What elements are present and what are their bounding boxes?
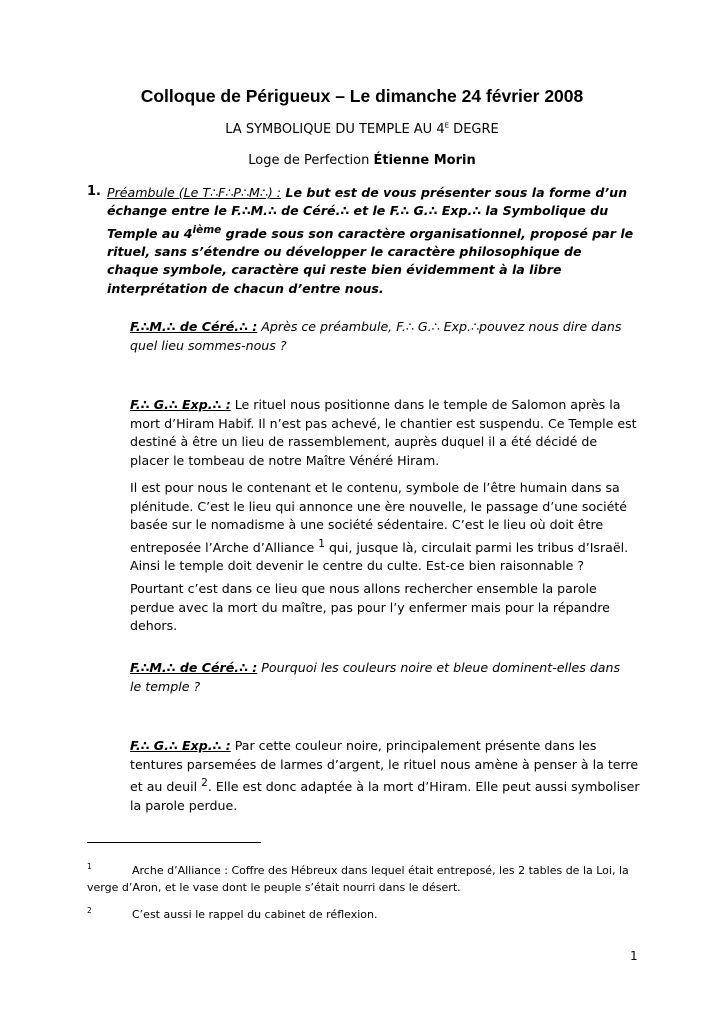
loge-name: Étienne Morin bbox=[373, 153, 476, 168]
footnote-2: 2 C’est aussi le rappel du cabinet de réflexion. bbox=[87, 906, 647, 923]
footnote-mark: 2 bbox=[87, 906, 92, 915]
footnote-1: 1 Arche d’Alliance : Coffre des Hébreux dans lequel était entreposé, les 2 tables de la Loi, la verge d’Aron, et le vase dont le peuple s’était nourri dans le désert. bbox=[87, 862, 647, 896]
question-1: F.∴M.∴ de Céré.∴ : Après ce préambule, F.∴ G.∴ Exp.∴pouvez nous dire dans quel lieu sommes-nous ? bbox=[130, 319, 622, 353]
preamble-number: 1. bbox=[87, 184, 101, 199]
answer-1-paragraph-1: F.∴ G.∴ Exp.∴ : Le rituel nous positionne dans le temple de Salomon après la mort d’Hiram Habif. Il n’est pas achevé, le chantier est suspendu. Ce Temple est destiné à être un lieu de rassemblement, auprès duquel il a été décidé de placer le tombeau de notre Maître Vénéré Hiram. bbox=[130, 397, 637, 468]
speaker-label: F.∴ G.∴ Exp.∴ : bbox=[130, 738, 231, 753]
speaker-label: F.∴M.∴ de Céré.∴ : bbox=[130, 319, 258, 334]
answer-1-paragraph-2: Il est pour nous le contenant et le contenu, symbole de l’être humain dans sa plénitude. C’est le lieu qui annonce une ère nouvelle, le passage d’une société basée sur le nomadisme à une société sédentaire. C’est le lieu où doit être entreposée l’Arche d’Alliance $^1$ qui, jusque là, circulait parmi les tribus d’Israël. Ainsi le temple doit devenir le centre du culte. Est-ce bien raisonnable ? bbox=[130, 480, 629, 574]
preamble-label: Préambule (Le T∴F∴P∴M∴) : bbox=[107, 185, 282, 200]
footnote-separator bbox=[87, 842, 261, 843]
speaker-label: F.∴ G.∴ Exp.∴ : bbox=[130, 397, 231, 412]
answer-2-paragraph-1: F.∴ G.∴ Exp.∴ : Par cette couleur noire, principalement présente dans les tentures parsemées de larmes d’argent, le rituel nous amène à penser à la terre et au deuil $^2$. Elle est donc adaptée à la mort d’Hiram. Elle peut aussi symboliser la parole perdue. bbox=[130, 738, 640, 813]
answer-1-paragraph-3: Pourtant c’est dans ce lieu que nous allons rechercher ensemble la parole perdue avec la mort du maître, pas pour l’y enfermer mais pour la répandre dehors. bbox=[130, 581, 610, 633]
document-title: Colloque de Périgueux – Le dimanche 24 février 2008 bbox=[140, 86, 584, 106]
footnote-ref-1: 1 bbox=[318, 537, 325, 550]
page-number: 1 bbox=[630, 949, 638, 963]
preamble-paragraph: Préambule (Le T∴F∴P∴M∴) : Le but est de vous présenter sous la forme d’un échange entre le F.∴M.∴ de Céré.∴ et le F.∴ G.∴ Exp.∴ la Symbolique du Temple au 4ième grade sous son caractère organisationnel, proposé par le rituel, sans s’étendre ou développer le caractère philosophique de chaque symbole, caractère qui reste bien évidemment à la libre interprétation de chacun d’entre nous. bbox=[107, 185, 634, 296]
loge-line: Loge de Perfection Étienne Morin bbox=[248, 153, 476, 168]
document-subtitle: LA SYMBOLIQUE DU TEMPLE AU $4^E$ DEGRE bbox=[225, 121, 499, 137]
footnote-ref-2: 2 bbox=[201, 777, 208, 789]
question-2: F.∴M.∴ de Céré.∴ : Pourquoi les couleurs noire et bleue dominent-elles dans le temple ? bbox=[130, 660, 621, 694]
speaker-label: F.∴M.∴ de Céré.∴ : bbox=[130, 660, 258, 675]
footnote-mark: 1 bbox=[87, 862, 92, 871]
